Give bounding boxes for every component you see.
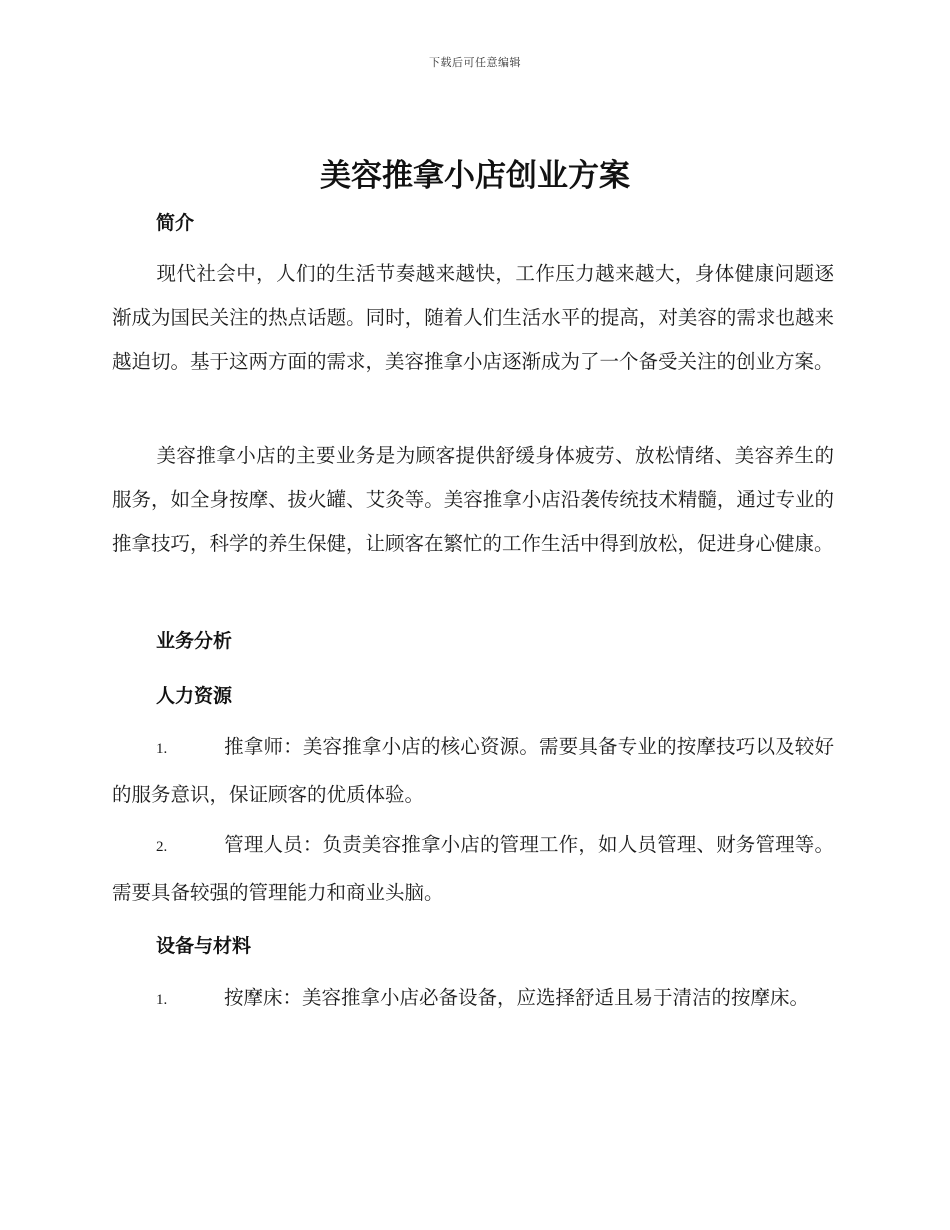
hr-list-item-1-number: 1. (156, 741, 168, 757)
section-heading-intro: 简介 (156, 212, 195, 234)
section-heading-business-analysis: 业务分析 (156, 630, 233, 652)
hr-list-item-1-text: 推拿师：美容推拿小店的核心资源。需要具备专业的按摩技巧以及较好的服务意识，保证顾客的优质体验。 (112, 735, 834, 806)
document-title: 美容推拿小店创业方案 (320, 158, 630, 194)
intro-paragraph-1 (112, 252, 834, 384)
intro-paragraph-2-text: 美容推拿小店的主要业务是为顾客提供舒缓身体疲劳、放松情绪、美容养生的服务，如全身按摩、拔火罐、艾灸等。美容推拿小店沿袭传统技术精髓，通过专业的推拿技巧，科学的养生保健，让顾客在繁忙的工作生活中得到放松，促进身心健康。 (112, 444, 834, 555)
hr-list-item-1 (112, 724, 834, 818)
equipment-list-item-1 (112, 975, 834, 1023)
intro-paragraph-2 (112, 434, 834, 566)
section-heading-equipment: 设备与材料 (156, 935, 252, 957)
equipment-list-item-1-text: 按摩床：美容推拿小店必备设备，应选择舒适且易于清洁的按摩床。 (224, 986, 810, 1009)
section-heading-human-resources: 人力资源 (156, 685, 233, 707)
hr-list-item-2-number: 2. (156, 839, 168, 855)
page-header: 下载后可任意编辑 (429, 56, 521, 69)
intro-paragraph-1-text: 现代社会中，人们的生活节奏越来越快，工作压力越来越大，身体健康问题逐渐成为国民关注的热点话题。同时，随着人们生活水平的提高，对美容的需求也越来越迫切。基于这两方面的需求，美容推拿小店逐渐成为了一个备受关注的创业方案。 (112, 262, 834, 373)
equipment-list-item-1-number: 1. (156, 992, 168, 1008)
hr-list-item-2-text: 管理人员：负责美容推拿小店的管理工作，如人员管理、财务管理等。需要具备较强的管理能力和商业头脑。 (112, 833, 834, 904)
hr-list-item-2 (112, 822, 834, 916)
